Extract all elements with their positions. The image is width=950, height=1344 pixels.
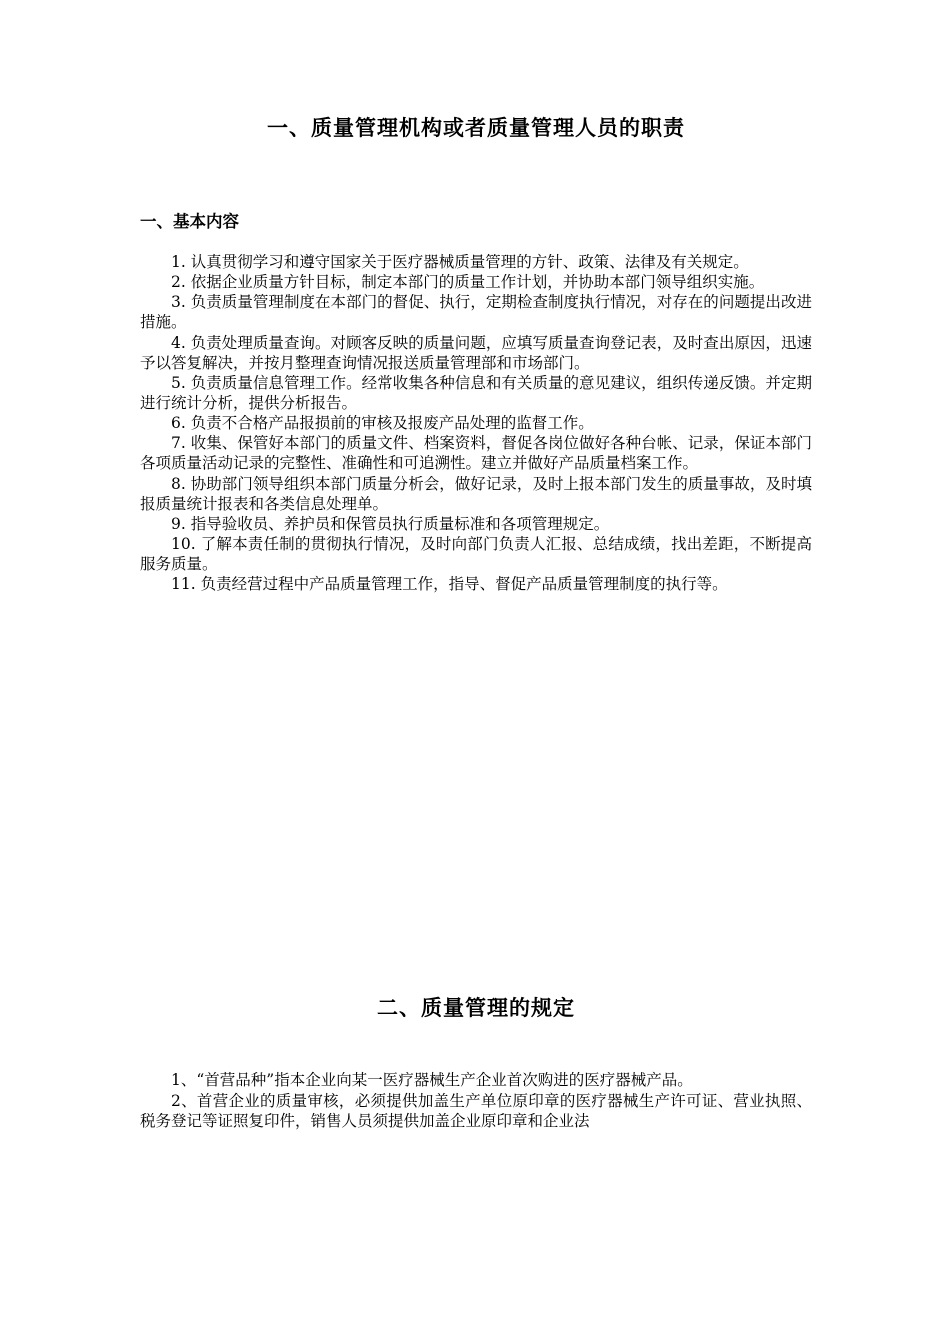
paragraph: 2、首营企业的质量审核，必须提供加盖生产单位原印章的医疗器械生产许可证、营业执照、税务登记等证照复印件，销售人员须提供加盖企业原印章和企业法 bbox=[140, 1091, 812, 1130]
section2-body bbox=[140, 1070, 812, 1130]
paragraph: 11. 负责经营过程中产品质量管理工作，指导、督促产品质量管理制度的执行等。 bbox=[171, 575, 728, 594]
paragraph: 1、“首营品种”指本企业向某一医疗器械生产企业首次购进的医疗器械产品。 bbox=[171, 1071, 693, 1090]
section1-title: 一、质量管理机构或者质量管理人员的职责 bbox=[267, 115, 685, 140]
paragraph: 8. 协助部门领导组织本部门质量分析会，做好记录，及时上报本部门发生的质量事故，及时填报质量统计报表和各类信息处理单。 bbox=[140, 474, 812, 513]
paragraph: 10. 了解本责任制的贯彻执行情况，及时向部门负责人汇报、总结成绩，找出差距，不断提高服务质量。 bbox=[140, 534, 812, 574]
paragraph: 6. 负责不合格产品报损前的审核及报废产品处理的监督工作。 bbox=[171, 414, 594, 433]
section2-title: 二、质量管理的规定 bbox=[377, 995, 575, 1021]
page-break-spacer bbox=[140, 594, 812, 992]
paragraph: 9. 指导验收员、养护员和保管员执行质量标准和各项管理规定。 bbox=[171, 514, 610, 533]
section1-heading: 一、基本内容 bbox=[140, 212, 239, 231]
paragraph: 3. 负责质量管理制度在本部门的督促、执行，定期检查制度执行情况，对存在的问题提出改进措施。 bbox=[140, 293, 812, 332]
section1-body bbox=[140, 252, 812, 594]
paragraph: 7. 收集、保管好本部门的质量文件、档案资料，督促各岗位做好各种台帐、记录，保证本部门各项质量活动记录的完整性、准确性和可追溯性。建立并做好产品质量档案工作。 bbox=[140, 434, 812, 473]
paragraph: 5. 负责质量信息管理工作。经常收集各种信息和有关质量的意见建议，组织传递反馈。并定期进行统计分析，提供分析报告。 bbox=[140, 373, 812, 412]
paragraph: 4. 负责处理质量查询。对顾客反映的质量问题，应填写质量查询登记表，及时查出原因，迅速予以答复解决，并按月整理查询情况报送质量管理部和市场部门。 bbox=[140, 333, 812, 372]
paragraph: 1. 认真贯彻学习和遵守国家关于医疗器械质量管理的方针、政策、法律及有关规定。 bbox=[171, 253, 749, 271]
paragraph: 2. 依据企业质量方针目标，制定本部门的质量工作计划，并协助本部门领导组织实施。 bbox=[171, 273, 765, 292]
